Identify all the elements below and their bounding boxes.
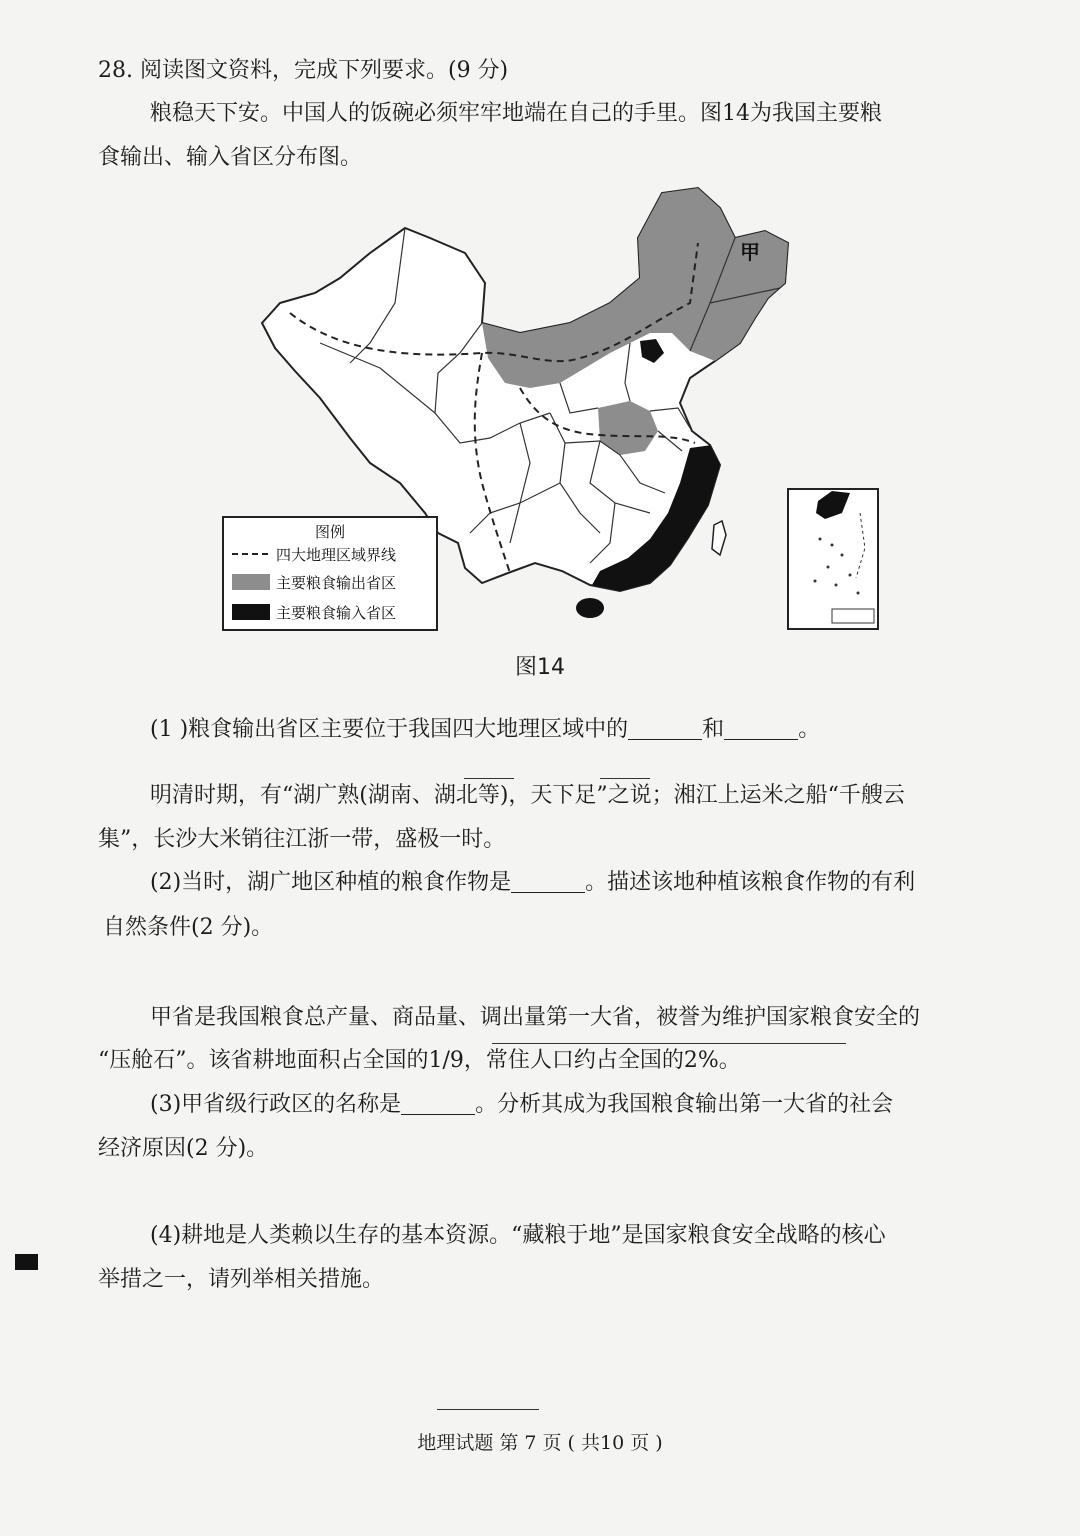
- overline-mark-2: [600, 778, 650, 779]
- legend-swatch-export: [232, 574, 270, 590]
- china-grain-map-figure: [220, 183, 885, 643]
- legend-item-boundary: 四大地理区域界线: [276, 546, 397, 564]
- material-3-line-1: 甲省是我国粮食总产量、商品量、调出量第一大省，被誉为维护国家粮食安全的: [150, 1005, 921, 1030]
- intro-line-1: 粮稳天下安。中国人的饭碗必须牢牢地端在自己的手里。图14为我国主要粮: [150, 101, 882, 126]
- intro-line-2: 食输出、输入省区分布图。: [98, 145, 363, 170]
- overline-mark-1: [464, 778, 514, 779]
- map-legend: [223, 517, 437, 630]
- part-1-text: (1 )粮食输出省区主要位于我国四大地理区域中的: [150, 717, 629, 742]
- page-footer: 地理试题 第 7 页 ( 共10 页 ): [417, 1432, 663, 1454]
- question-title: 28. 阅读图文资料，完成下列要求。(9 分): [98, 58, 509, 83]
- answer-blank-1b[interactable]: [724, 717, 798, 740]
- answer-blank-2[interactable]: [511, 870, 585, 893]
- part-4-line-2: 举措之一，请列举相关措施。: [98, 1267, 385, 1292]
- footer-rule: [437, 1409, 539, 1410]
- part-2-line-1: [150, 868, 1003, 898]
- part-1-end: 。: [798, 717, 821, 742]
- scan-alignment-mark: [15, 1254, 38, 1270]
- material-2-line-1: 明清时期，有“湖广熟(湖南、湖北等)，天下足”之说；湘江上运米之船“千艘云: [150, 783, 905, 808]
- part-1: [150, 715, 1003, 745]
- part-3-text: (3)甲省级行政区的名称是: [150, 1092, 402, 1117]
- part-2-text: (2)当时，湖广地区种植的粮食作物是: [150, 870, 512, 895]
- material-2-line-2: 集”，长沙大米销往江浙一带，盛极一时。: [98, 827, 506, 852]
- province-label-jia: 甲: [740, 240, 760, 264]
- part-1-and: 和: [702, 717, 725, 742]
- part-3-line-1: [150, 1090, 1003, 1120]
- part-3-line-2: 经济原因(2 分)。: [98, 1136, 269, 1161]
- answer-blank-3[interactable]: [401, 1092, 475, 1115]
- material-3-line-2: “压舱石”。该省耕地面积占全国的1/9，常住人口约占全国的2%。: [98, 1048, 741, 1073]
- legend-item-export: 主要粮食输出省区: [276, 574, 397, 592]
- legend-item-import: 主要粮食输入省区: [276, 604, 397, 622]
- south-china-sea-inset: [788, 489, 878, 629]
- answer-blank-1a[interactable]: [628, 717, 702, 740]
- underline-mark-3: [492, 1043, 846, 1044]
- part-2-text-after: 。描述该地种植该粮食作物的有利: [585, 870, 916, 895]
- part-3-text-after: 。分析其成为我国粮食输出第一大省的社会: [475, 1092, 894, 1117]
- part-4-line-1: (4)耕地是人类赖以生存的基本资源。“藏粮于地”是国家粮食安全战略的核心: [150, 1223, 886, 1248]
- figure-caption: 图14: [515, 655, 565, 680]
- legend-swatch-import: [232, 604, 270, 620]
- part-2-line-2: 自然条件(2 分)。: [103, 915, 274, 940]
- legend-title: 图例: [314, 523, 346, 541]
- china-map-svg: [220, 183, 885, 643]
